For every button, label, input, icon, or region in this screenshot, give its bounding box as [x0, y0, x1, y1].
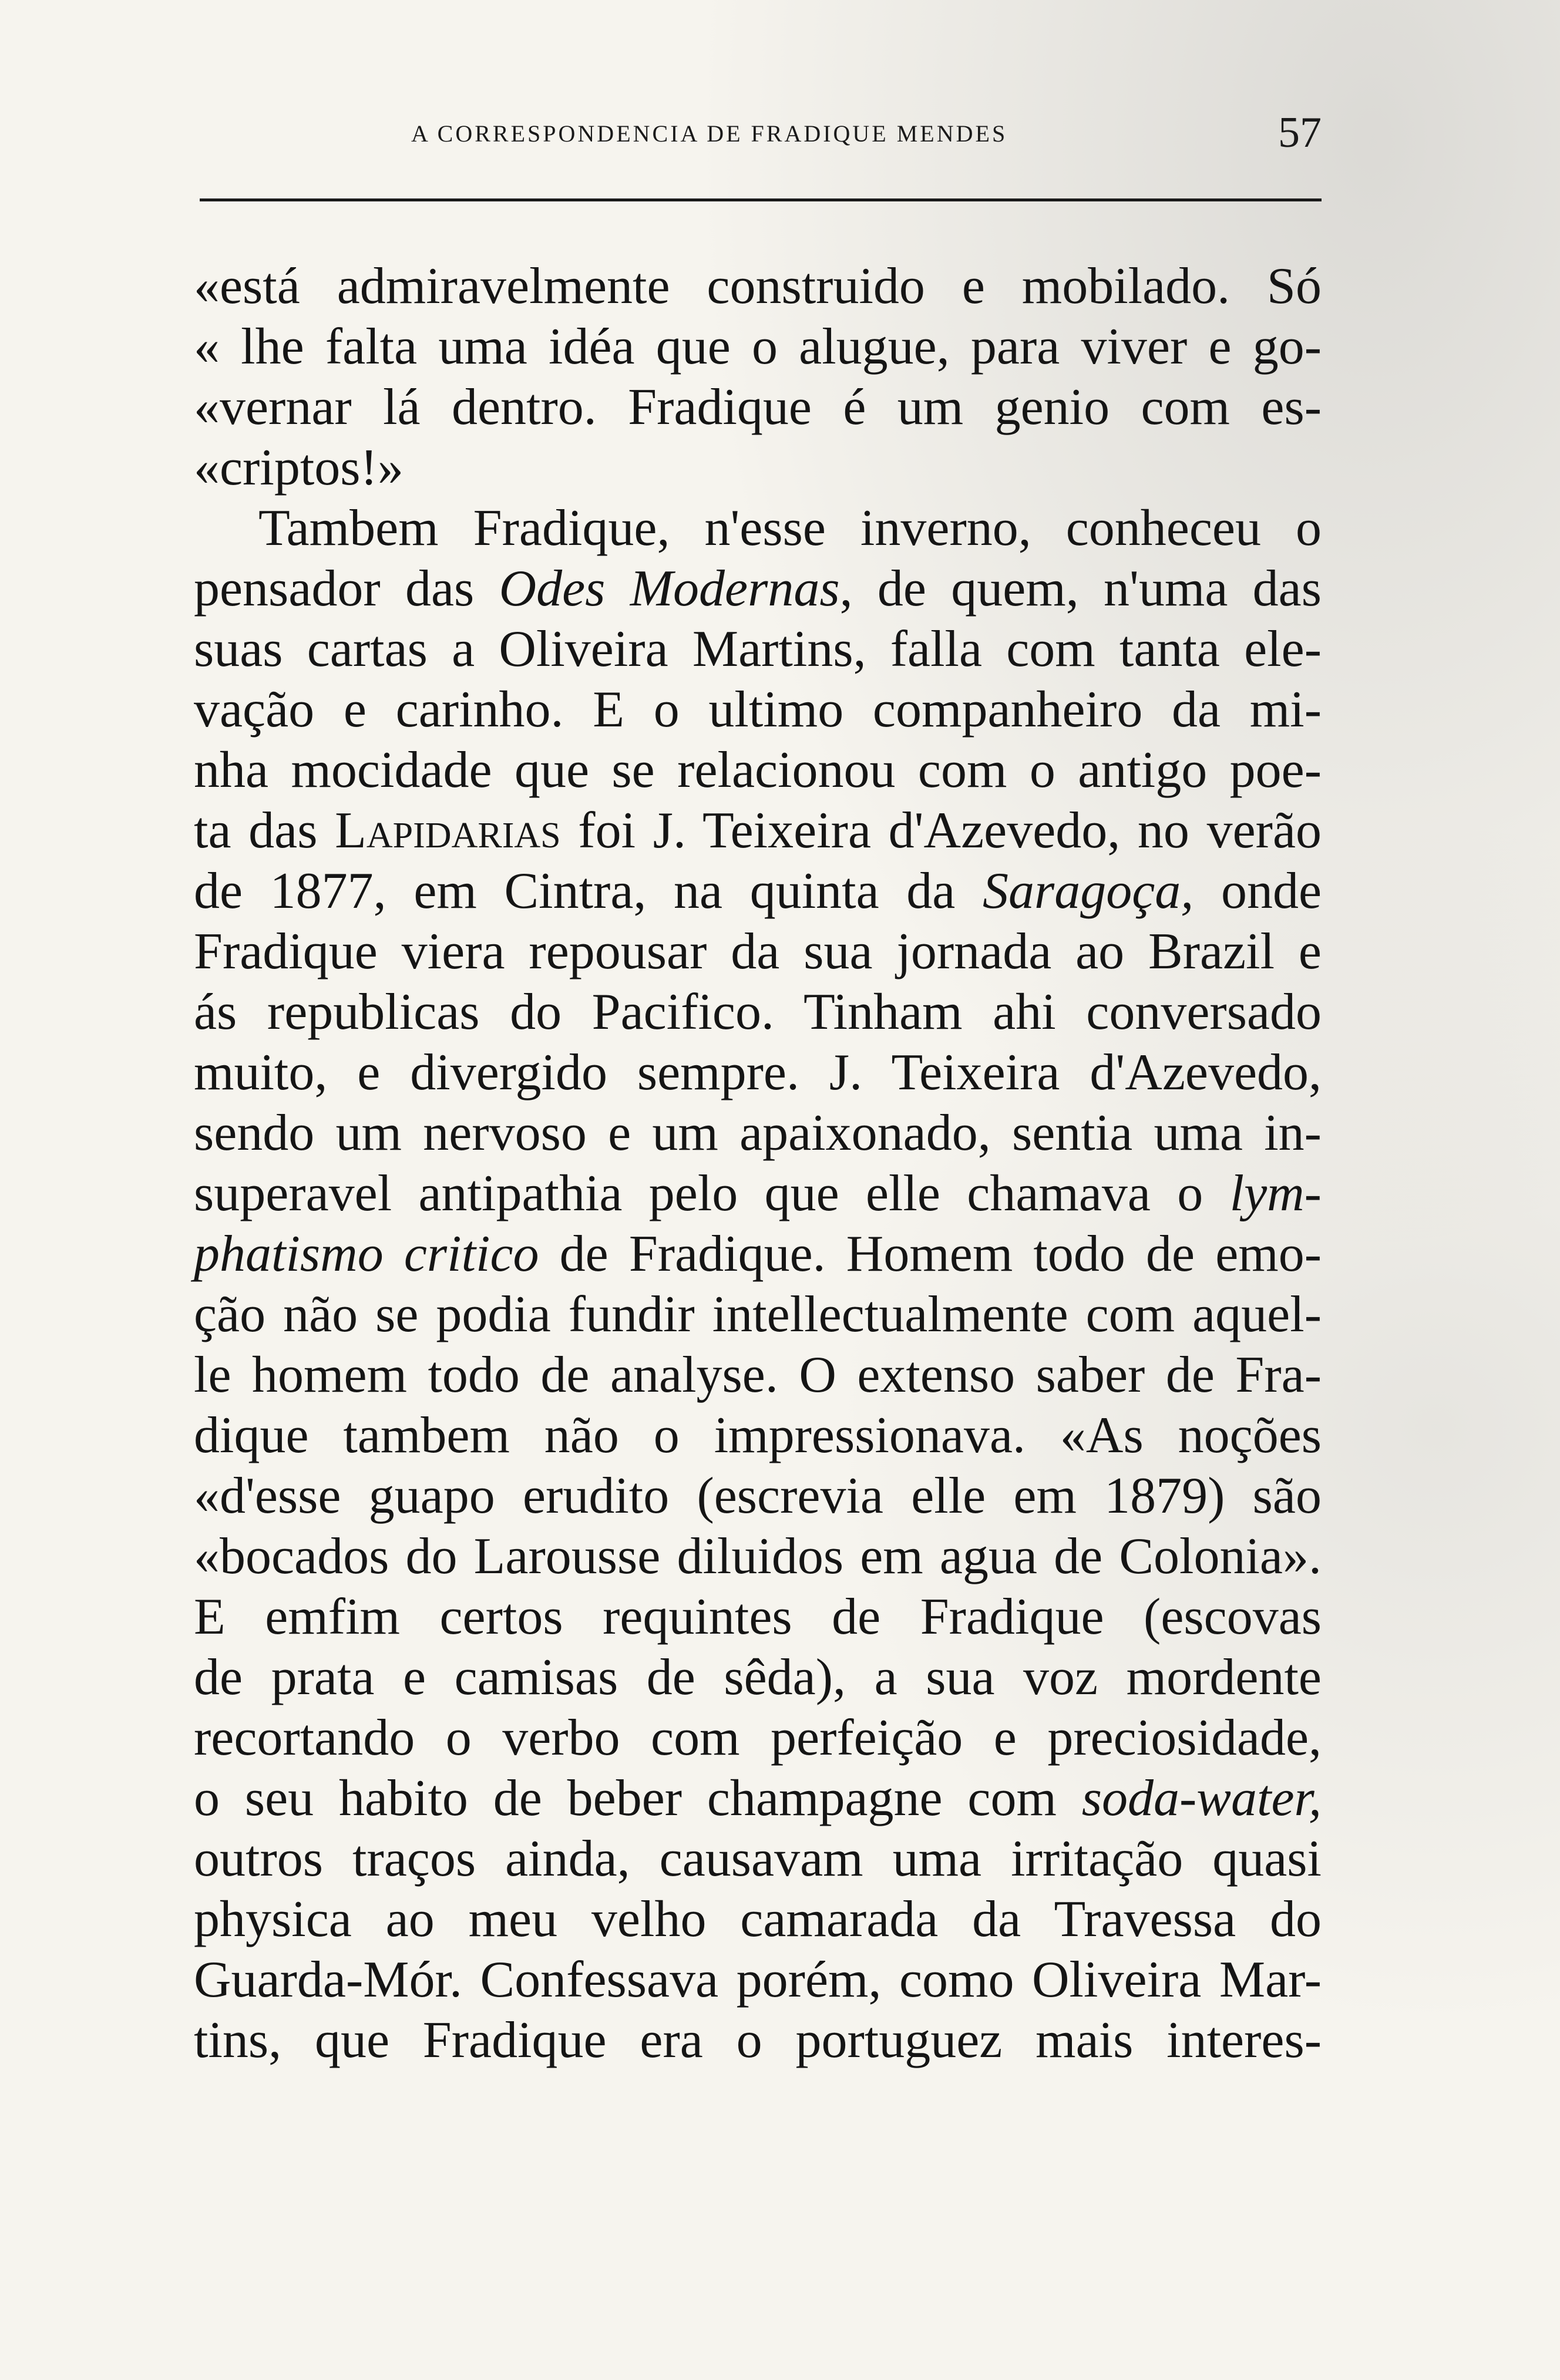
text-line: dique tambem não o impressionava. «As noções [194, 1407, 1322, 1464]
text-span: superavel antipathia pelo que elle chamava o [194, 1165, 1230, 1222]
text-line: Tambem Fradique, n'esse inverno, conheceu o [258, 500, 1322, 557]
text-line: le homem todo de analyse. O extenso saber de Fra- [194, 1346, 1322, 1403]
italic-term: phatismo critico [194, 1226, 539, 1282]
text-line: «está admiravelmente construido e mobilado. Só [194, 258, 1322, 315]
text-line: Fradique viera repousar da sua jornada ao Brazil e [194, 923, 1322, 980]
text-span: de 1877, em Cintra, na quinta da [194, 863, 983, 920]
text-line [194, 1225, 1322, 1284]
text-line: de prata e camisas de sêda), a sua voz mordente [194, 1649, 1322, 1706]
text-line: tins, que Fradique era o portuguez mais interes- [194, 2012, 1322, 2069]
page-number: 57 [1278, 109, 1322, 157]
text-line [194, 560, 1322, 618]
italic-term: soda-water, [1081, 1770, 1322, 1827]
text-span: onde [1193, 863, 1322, 920]
header-rule [200, 198, 1322, 201]
text-span: ta das [194, 802, 335, 859]
text-line: ção não se podia fundir intellectualmente com aquel- [194, 1286, 1322, 1343]
text-span: , de quem, n'uma das [839, 560, 1322, 617]
text-line [194, 1164, 1322, 1223]
italic-title: Odes Modernas [499, 560, 840, 617]
text-line: physica ao meu velho camarada da Travessa do [194, 1891, 1322, 1948]
text-line: «criptos!» [194, 439, 404, 496]
text-line: nha mocidade que se relacionou com o antigo poe- [194, 742, 1322, 799]
text-line [194, 862, 1322, 921]
text-line: «bocados do Larousse diluidos em agua de Colonia». [194, 1528, 1322, 1585]
italic-term: lym- [1229, 1165, 1322, 1222]
small-caps-title: Lapidarias [335, 802, 561, 859]
text-line: recortando o verbo com perfeição e preciosidade, [194, 1709, 1322, 1766]
text-line: muito, e divergido sempre. J. Teixeira d'Azevedo, [194, 1044, 1322, 1101]
text-line [194, 802, 1322, 860]
text-line: ás republicas do Pacifico. Tinham ahi conversado [194, 984, 1322, 1041]
text-line: sendo um nervoso e um apaixonado, sentia uma in- [194, 1105, 1322, 1162]
text-line: « lhe falta uma idéa que o alugue, para viver e go- [194, 318, 1322, 375]
text-line: suas cartas a Oliveira Martins, falla com tanta ele- [194, 621, 1322, 678]
text-line: Guarda-Mór. Confessava porém, como Oliveira Mar- [194, 1951, 1322, 2008]
italic-place: Saragoça, [983, 863, 1194, 920]
text-line: «d'esse guapo erudito (escrevia elle em 1879) são [194, 1467, 1322, 1524]
text-line: «vernar lá dentro. Fradique é um genio com es- [194, 379, 1322, 436]
page-header [194, 109, 1327, 164]
text-line: E emfim certos requintes de Fradique (escovas [194, 1588, 1322, 1645]
text-span: foi J. Teixeira d'Azevedo, no verão [560, 802, 1322, 859]
text-line: vação e carinho. E o ultimo companheiro da mi- [194, 681, 1322, 738]
text-span: o seu habito de beber champagne com [194, 1770, 1082, 1827]
text-line [194, 1769, 1322, 1828]
text-line: outros traços ainda, causavam uma irritação quasi [194, 1830, 1322, 1887]
text-span: pensador das [194, 560, 499, 617]
text-span: de Fradique. Homem todo de emo- [539, 1226, 1322, 1282]
running-title: A CORRESPONDENCIA DE FRADIQUE MENDES [411, 120, 1008, 147]
